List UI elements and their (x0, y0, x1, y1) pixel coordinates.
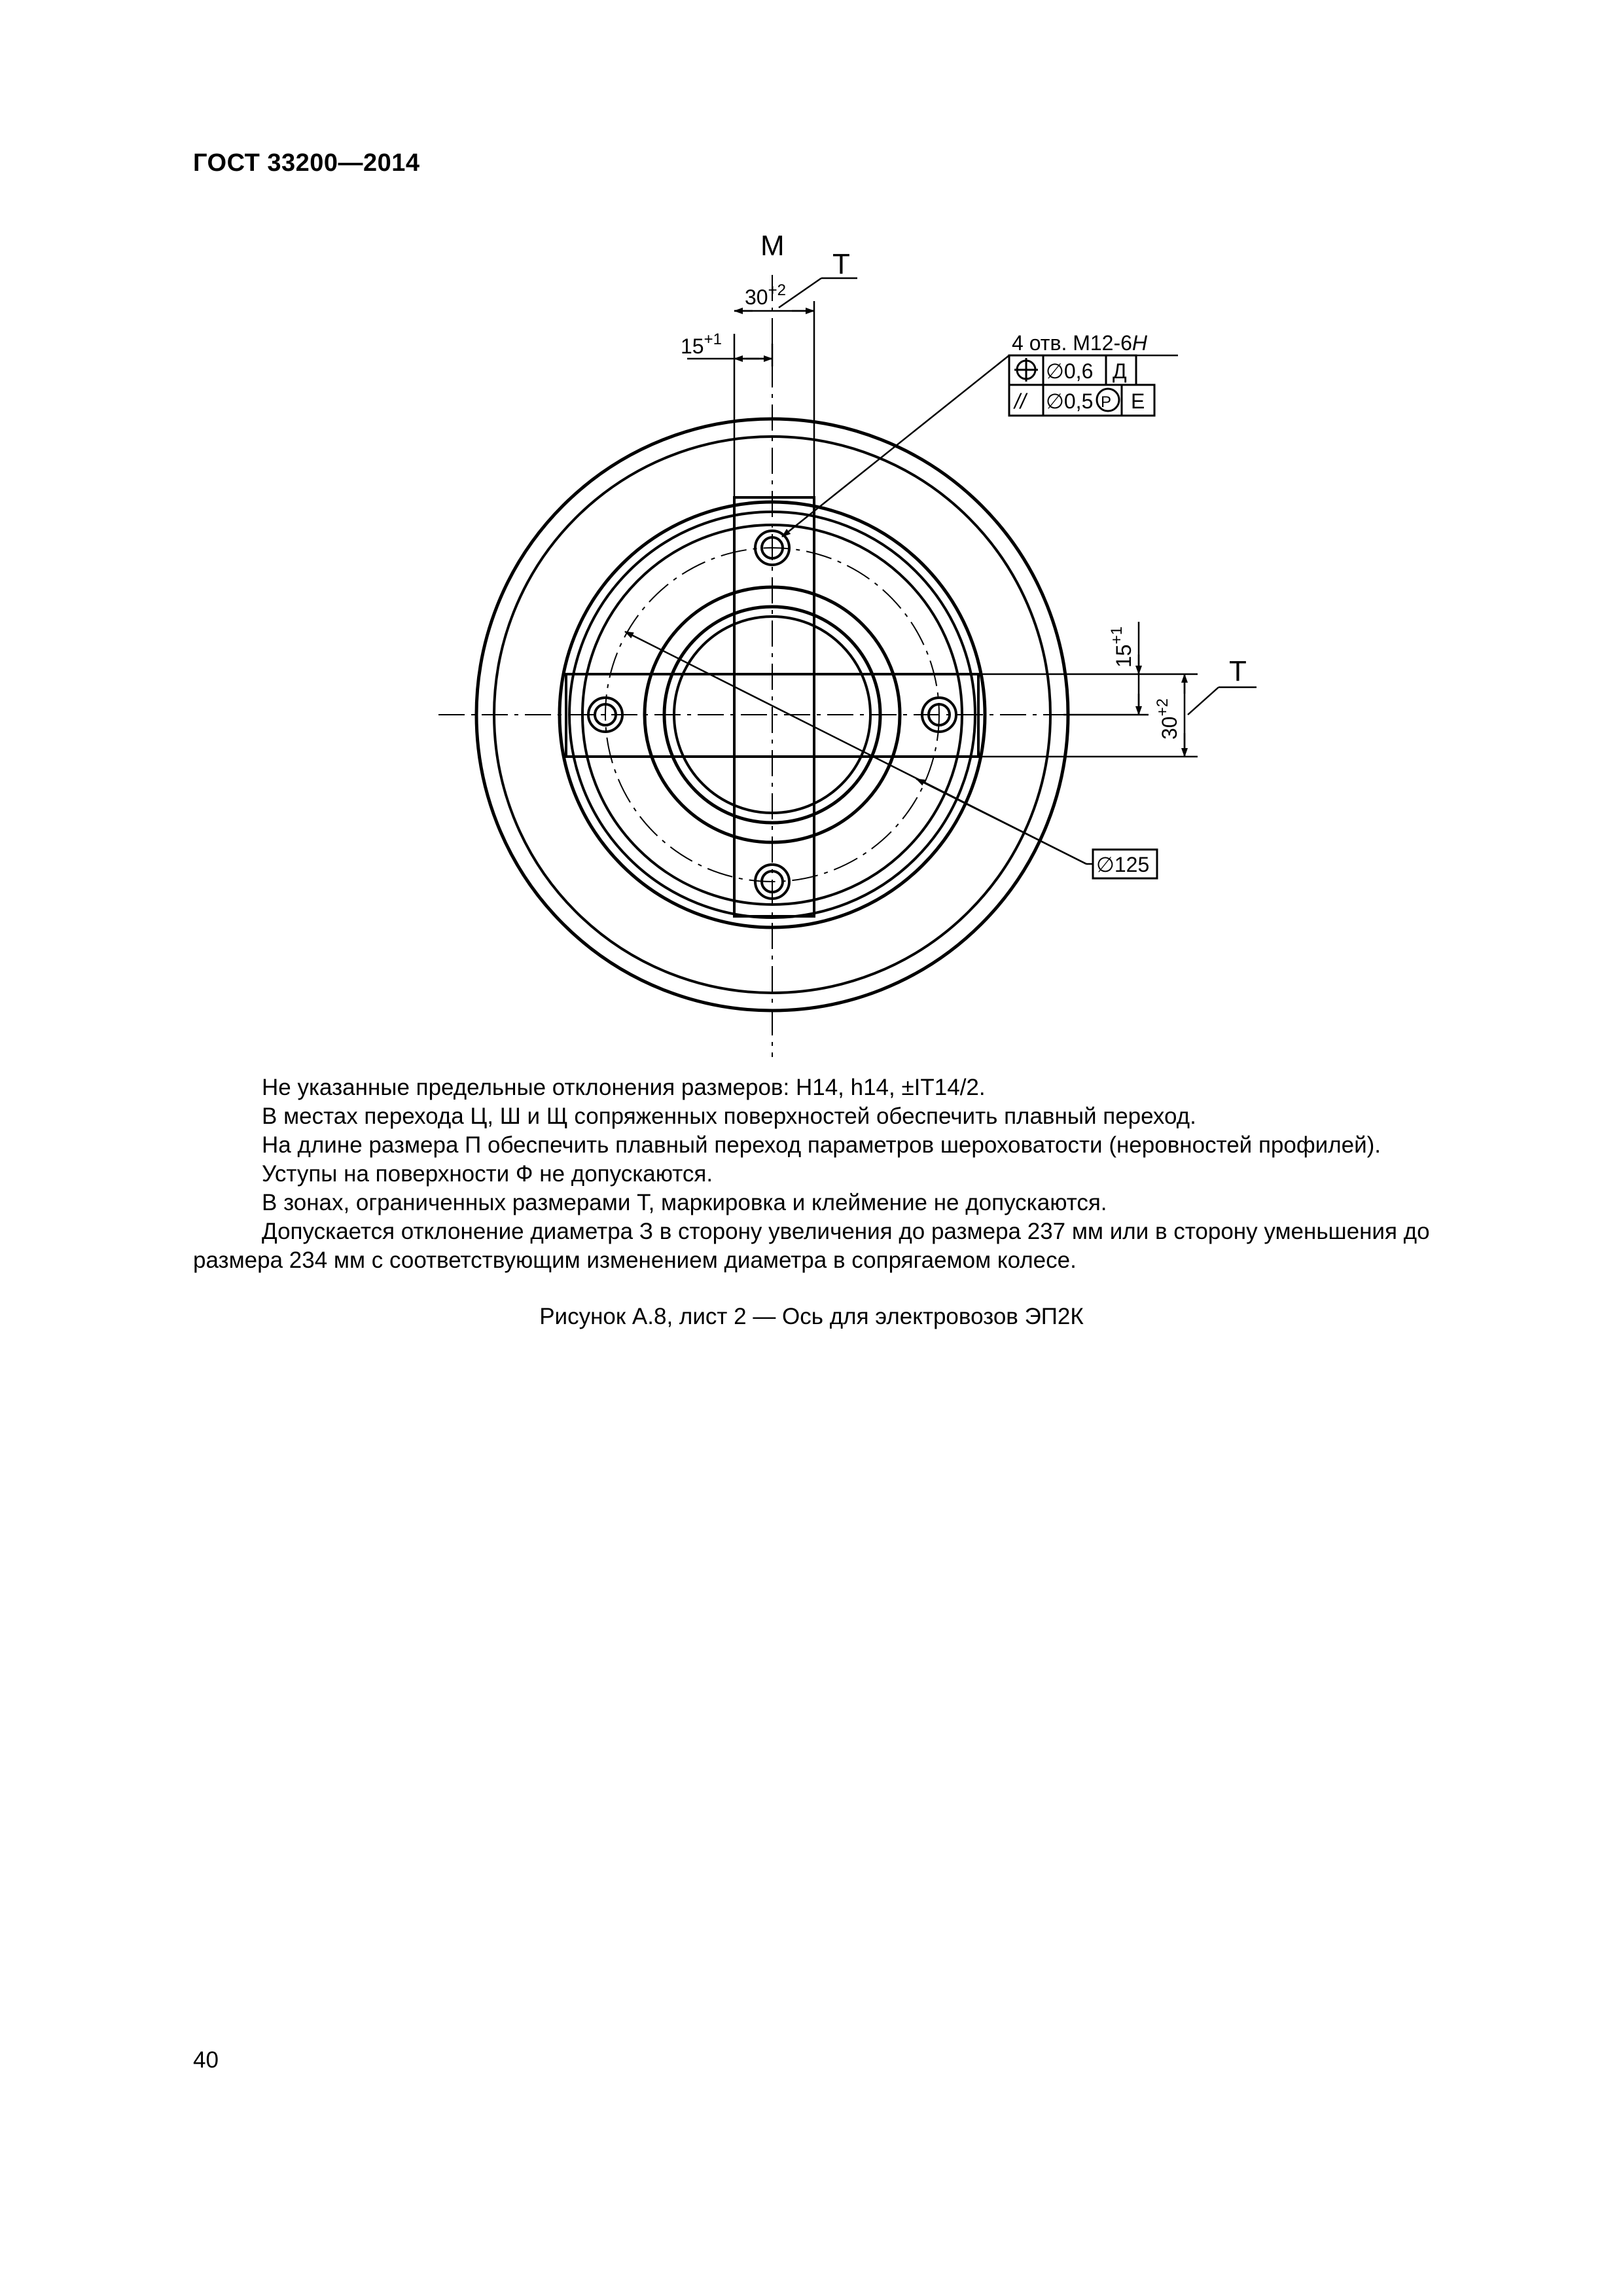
tol-row2-datum: Е (1131, 389, 1145, 413)
dim-15-top: $15^{+1}$ (681, 331, 722, 358)
diameter-box-label: ∅125 (1096, 853, 1150, 876)
note-5: В зонах, ограниченных размерами Т, маркировка и клеймение не допускаются. (262, 1190, 1107, 1215)
tol-row2-value: ∅0,5 (1046, 389, 1094, 413)
holes-note: 4 отв. М12-6Н (1012, 331, 1148, 355)
tol-row1-datum: Д (1113, 359, 1127, 383)
note-1: Не указанные предельные отклонения размеров: Н14, h14, ±IT14/2. (262, 1075, 986, 1100)
tol-row2-symbol: // (1014, 389, 1026, 413)
drawing-notes (193, 1073, 1518, 1275)
tol-row1-value: ∅0,6 (1046, 359, 1094, 383)
note-3: На длине размера П обеспечить плавный переход параметров шероховатости (неровностей профилей). (262, 1132, 1382, 1158)
axle-end-drawing (0, 0, 1623, 1086)
dim-30-top: $30^{+2}$ (745, 281, 786, 309)
zone-label-right: Т (1229, 655, 1247, 687)
tol-row2-modifier: Р (1101, 393, 1112, 411)
document-standard-header: ГОСТ 33200—2014 (193, 149, 420, 177)
note-6: Допускается отклонение диаметра З в сторону увеличения до размера 237 мм или в сторону уменьшения до размера 234 мм с соответствующим изменением диаметра в сопрягаемом колесе. (193, 1219, 1430, 1273)
figure-caption: Рисунок А.8, лист 2 — Ось для электровозов ЭП2К (539, 1304, 1084, 1329)
dim-15-right: $15^{+1}$ (1108, 626, 1135, 668)
page-number: 40 (193, 2047, 219, 2073)
note-4: Уступы на поверхности Ф не допускаются. (262, 1161, 713, 1187)
note-2: В местах перехода Ц, Ш и Щ сопряженных поверхностей обеспечить плавный переход. (262, 1103, 1196, 1129)
dim-30-right: $30^{+2}$ (1154, 698, 1181, 740)
view-label: М (760, 230, 785, 262)
zone-label-top: Т (832, 248, 850, 280)
